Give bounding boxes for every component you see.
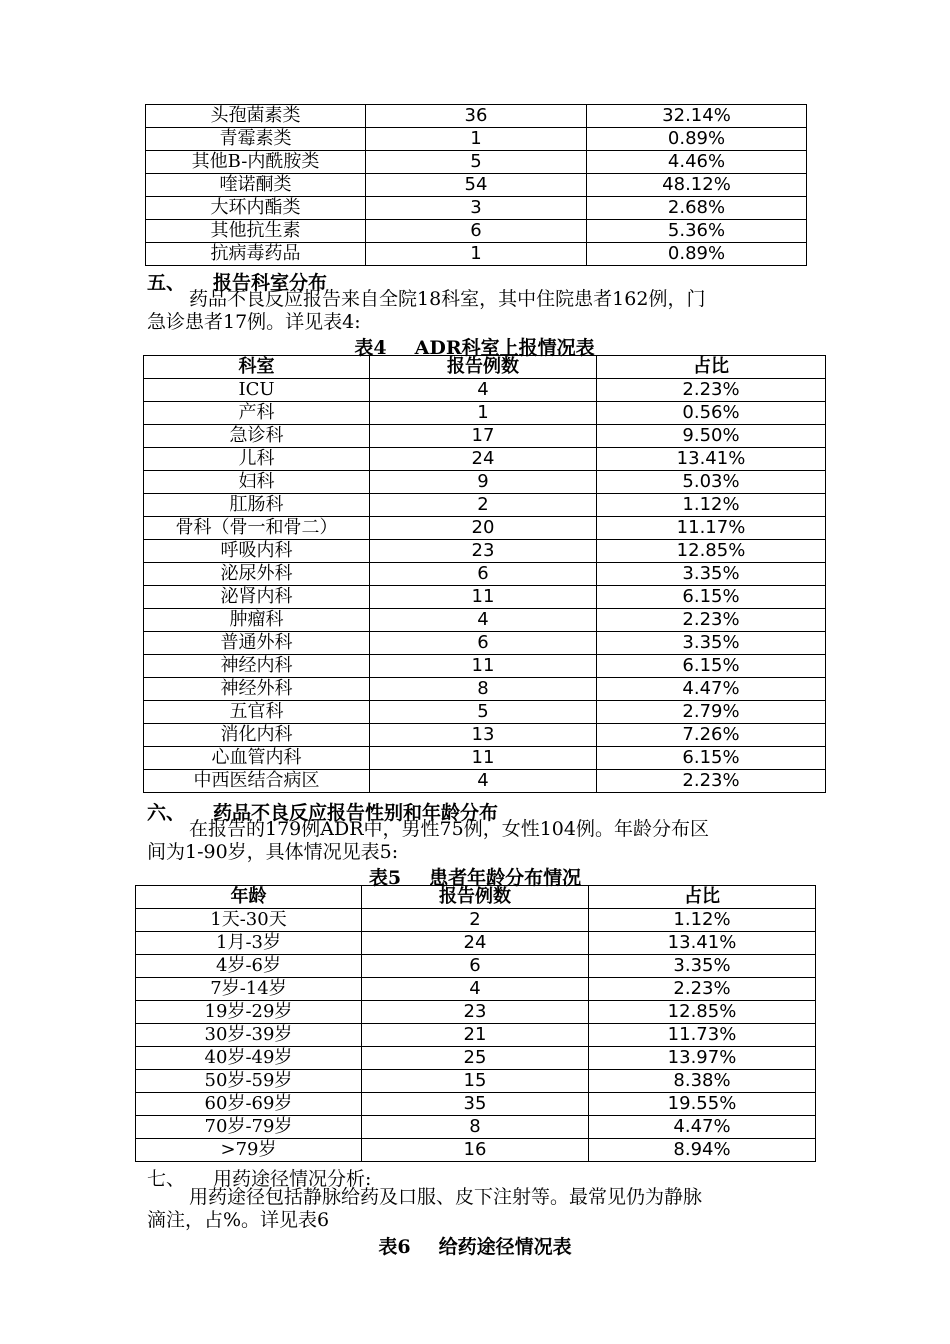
antibiotic-cell-count: 6 [366,220,587,243]
table4-cell-ratio: 12.85% [597,540,826,563]
table5-header-row [136,886,816,909]
section7-number: 七、 [147,1168,186,1190]
table4-cell-count: 1 [370,402,597,425]
table5-cell-ratio: 2.23% [589,978,816,1001]
antibiotic-cell-ratio: 0.89% [587,128,807,151]
table4-cell-label: 产科 [144,402,370,425]
table4-row [144,655,826,678]
table4-cell-label: 急诊科 [144,425,370,448]
antibiotic-row [146,128,807,151]
table4-cell-count: 24 [370,448,597,471]
antibiotic-row [146,197,807,220]
table5-cell-count: 35 [362,1093,589,1116]
table4-cell-label: ICU [144,379,370,402]
antibiotic-cell-count: 36 [366,105,587,128]
table4-cell-count: 23 [370,540,597,563]
table4-row [144,724,826,747]
table4-cell-count: 20 [370,517,597,540]
table5-cell-count: 25 [362,1047,589,1070]
table5-row [136,1116,816,1139]
section6-line2: 间为1-90岁，具体情况见表5: [147,841,399,863]
table4-cell-label: 儿科 [144,448,370,471]
table5-row [136,1001,816,1024]
table4-cell-label: 神经内科 [144,655,370,678]
table4-department [143,355,826,793]
antibiotic-cell-label: 喹诺酮类 [146,174,366,197]
section7-title: 用药途径情况分析: [213,1168,372,1190]
table5-cell-label: 7岁-14岁 [136,978,362,1001]
table4-cell-ratio: 2.23% [597,609,826,632]
antibiotic-cell-count: 3 [366,197,587,220]
table5-cell-count: 15 [362,1070,589,1093]
table4-caption-title: ADR科室上报情况表 [414,337,595,359]
section7-paragraph [147,1186,702,1232]
table4-header-ratio: 占比 [597,356,826,379]
antibiotic-class-table [145,104,807,266]
table4-row [144,747,826,770]
antibiotic-cell-label: 大环内酯类 [146,197,366,220]
table4-row [144,770,826,793]
table4-row [144,701,826,724]
table4-header-count: 报告例数 [370,356,597,379]
table4-cell-count: 6 [370,632,597,655]
table4-cell-ratio: 9.50% [597,425,826,448]
table4-cell-count: 4 [370,609,597,632]
table5-cell-label: 30岁-39岁 [136,1024,362,1047]
table5-row [136,1139,816,1162]
table4-cell-label: 肛肠科 [144,494,370,517]
table5-cell-count: 23 [362,1001,589,1024]
table4-row [144,448,826,471]
table4-cell-count: 4 [370,770,597,793]
antibiotic-cell-ratio: 32.14% [587,105,807,128]
table4-cell-ratio: 11.17% [597,517,826,540]
table5-cell-count: 6 [362,955,589,978]
table4-cell-count: 6 [370,563,597,586]
table5-cell-ratio: 11.73% [589,1024,816,1047]
table5-cell-label: 19岁-29岁 [136,1001,362,1024]
antibiotic-cell-count: 5 [366,151,587,174]
table4-cell-label: 中西医结合病区 [144,770,370,793]
antibiotic-cell-count: 1 [366,243,587,266]
table4-cell-ratio: 6.15% [597,747,826,770]
table4-cell-ratio: 0.56% [597,402,826,425]
table4-row [144,425,826,448]
antibiotic-row [146,220,807,243]
table5-header-ratio: 占比 [589,886,816,909]
table4-cell-ratio: 3.35% [597,632,826,655]
table5-cell-ratio: 13.41% [589,932,816,955]
table4-cell-count: 17 [370,425,597,448]
table4-cell-count: 13 [370,724,597,747]
section7-line2: 滴注，占%。详见表6 [147,1209,330,1231]
table4-row [144,632,826,655]
table5-row [136,1070,816,1093]
table5-cell-label: 60岁-69岁 [136,1093,362,1116]
section7-line1: 用药途径包括静脉给药及口服、皮下注射等。最常见仍为静脉 [189,1186,703,1208]
table5-cell-ratio: 19.55% [589,1093,816,1116]
section6-paragraph [147,818,709,864]
antibiotic-row [146,151,807,174]
table4-row [144,379,826,402]
table5-cell-ratio: 12.85% [589,1001,816,1024]
antibiotic-row [146,243,807,266]
table4-cell-ratio: 5.03% [597,471,826,494]
table5-cell-label: 1天-30天 [136,909,362,932]
table4-header-department: 科室 [144,356,370,379]
table4-cell-label: 消化内科 [144,724,370,747]
table4-row [144,609,826,632]
table5-caption-title: 患者年龄分布情况 [429,867,582,889]
antibiotic-cell-ratio: 4.46% [587,151,807,174]
table4-header-row [144,356,826,379]
table4-cell-label: 泌尿外科 [144,563,370,586]
antibiotic-cell-label: 其他B-内酰胺类 [146,151,366,174]
section5-number: 五、 [147,272,186,294]
table5-cell-ratio: 13.97% [589,1047,816,1070]
table5-cell-label: 4岁-6岁 [136,955,362,978]
antibiotic-row [146,174,807,197]
table4-row [144,563,826,586]
table6-caption-number: 表6 [378,1236,411,1258]
table5-row [136,1024,816,1047]
table5-cell-ratio: 1.12% [589,909,816,932]
table4-cell-label: 肿瘤科 [144,609,370,632]
table5-cell-label: 70岁-79岁 [136,1116,362,1139]
table4-cell-count: 5 [370,701,597,724]
antibiotic-cell-label: 其他抗生素 [146,220,366,243]
table4-cell-count: 8 [370,678,597,701]
table5-header-count: 报告例数 [362,886,589,909]
table5-cell-count: 16 [362,1139,589,1162]
antibiotic-cell-label: 青霉素类 [146,128,366,151]
table4-cell-ratio: 2.79% [597,701,826,724]
table4-cell-label: 普通外科 [144,632,370,655]
table4-cell-ratio: 4.47% [597,678,826,701]
table5-cell-ratio: 8.94% [589,1139,816,1162]
antibiotic-cell-count: 54 [366,174,587,197]
section5-title: 报告科室分布 [213,272,328,294]
table4-caption-number: 表4 [354,337,387,359]
table4-row [144,540,826,563]
table5-cell-label: 40岁-49岁 [136,1047,362,1070]
table4-row [144,494,826,517]
table4-cell-ratio: 6.15% [597,655,826,678]
table5-caption-number: 表5 [368,867,402,889]
table5-row [136,1047,816,1070]
table5-row [136,909,816,932]
antibiotic-cell-ratio: 2.68% [587,197,807,220]
table5-cell-count: 4 [362,978,589,1001]
section6-title: 药品不良反应报告性别和年龄分布 [213,802,499,824]
antibiotic-cell-label: 头孢菌素类 [146,105,366,128]
section5-line2: 急诊患者17例。详见表4: [147,311,361,333]
table4-cell-count: 11 [370,586,597,609]
table4-row [144,678,826,701]
table4-cell-count: 11 [370,655,597,678]
table5-cell-ratio: 4.47% [589,1116,816,1139]
antibiotic-cell-ratio: 0.89% [587,243,807,266]
table5-header-age: 年龄 [136,886,362,909]
table4-cell-label: 心血管内科 [144,747,370,770]
section6-line1: 在报告的179例ADR中，男性75例，女性104例。年龄分布区 [189,818,709,840]
table5-cell-count: 21 [362,1024,589,1047]
table5-cell-ratio: 3.35% [589,955,816,978]
table4-cell-label: 骨科（骨一和骨二） [144,517,370,540]
section5-paragraph [147,288,705,334]
table5-cell-count: 8 [362,1116,589,1139]
table5-row [136,1093,816,1116]
table4-cell-count: 11 [370,747,597,770]
table5-cell-label: >79岁 [136,1139,362,1162]
table4-cell-ratio: 2.23% [597,379,826,402]
table4-row [144,471,826,494]
antibiotic-row [146,105,807,128]
table5-row [136,955,816,978]
table4-cell-ratio: 3.35% [597,563,826,586]
table5-row [136,932,816,955]
table5-cell-count: 2 [362,909,589,932]
section5-line1: 药品不良反应报告来自全院18科室，其中住院患者162例，门 [189,288,706,310]
table5-cell-count: 24 [362,932,589,955]
table4-cell-count: 4 [370,379,597,402]
table4-cell-ratio: 7.26% [597,724,826,747]
table4-cell-count: 9 [370,471,597,494]
table4-cell-ratio: 1.12% [597,494,826,517]
antibiotic-cell-label: 抗病毒药品 [146,243,366,266]
table4-cell-label: 泌肾内科 [144,586,370,609]
table6-caption [135,1232,815,1259]
antibiotic-cell-ratio: 48.12% [587,174,807,197]
table5-cell-label: 1月-3岁 [136,932,362,955]
table4-row [144,402,826,425]
table5-cell-ratio: 8.38% [589,1070,816,1093]
table4-cell-label: 妇科 [144,471,370,494]
table6-caption-title: 给药途径情况表 [438,1236,572,1258]
table5-row [136,978,816,1001]
table4-cell-label: 呼吸内科 [144,540,370,563]
table4-cell-ratio: 13.41% [597,448,826,471]
table4-row [144,517,826,540]
antibiotic-cell-count: 1 [366,128,587,151]
table5-age [135,885,816,1162]
table4-row [144,586,826,609]
table4-cell-label: 五官科 [144,701,370,724]
table4-cell-ratio: 2.23% [597,770,826,793]
table5-cell-label: 50岁-59岁 [136,1070,362,1093]
table4-cell-count: 2 [370,494,597,517]
antibiotic-cell-ratio: 5.36% [587,220,807,243]
section6-number: 六、 [147,802,186,824]
table4-cell-label: 神经外科 [144,678,370,701]
table4-cell-ratio: 6.15% [597,586,826,609]
